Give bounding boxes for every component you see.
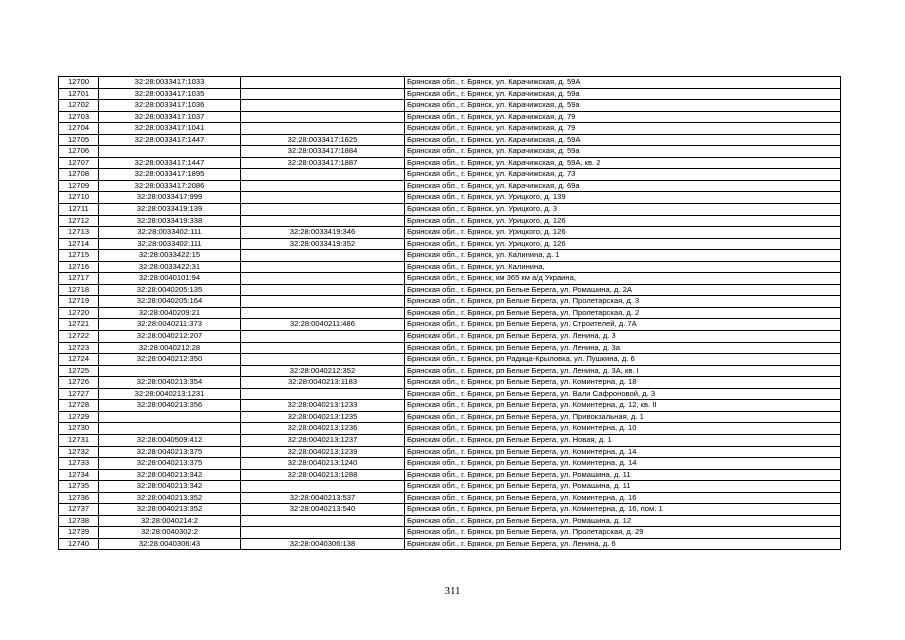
address-cell: Брянская обл., г. Брянск, рп Белые Берега, ул. Коминтерна, д. 14: [405, 458, 841, 470]
address-cell: Брянская обл., г. Брянск, рп Белые Берега, ул. Ленина, д. 3: [405, 331, 841, 343]
table-row: [59, 134, 841, 146]
related-cadastral-number-cell: 32:28:0040211:486: [241, 319, 405, 331]
row-number-cell: 12735: [59, 481, 99, 493]
address-cell: Брянская обл., г. Брянск, рп Белые Берега, ул. Ленина, д. 6: [405, 538, 841, 550]
row-number-cell: 12712: [59, 215, 99, 227]
table-row: [59, 111, 841, 123]
table-row: [59, 515, 841, 527]
cadastral-number-cell: 32:28:0040213:375: [99, 446, 241, 458]
address-cell: Брянская обл., г. Брянск, рп Белые Берега, ул. Ленина, д. 3а: [405, 342, 841, 354]
row-number-cell: 12732: [59, 446, 99, 458]
related-cadastral-number-cell: 32:28:0033419:346: [241, 227, 405, 239]
row-number-cell: 12731: [59, 434, 99, 446]
cadastral-number-cell: 32:28:0040213:356: [99, 400, 241, 412]
table-row: [59, 411, 841, 423]
related-cadastral-number-cell: 32:28:0033417:1625: [241, 134, 405, 146]
address-cell: Брянская обл., г. Брянск, рп Белые Берега, ул. Новая, д. 1: [405, 434, 841, 446]
row-number-cell: 12721: [59, 319, 99, 331]
related-cadastral-number-cell: 32:28:0033419:352: [241, 238, 405, 250]
related-cadastral-number-cell: 32:28:0040213:1183: [241, 377, 405, 389]
cadastral-number-cell: 32:28:0033419:139: [99, 204, 241, 216]
table-row: [59, 307, 841, 319]
related-cadastral-number-cell: 32:28:0033417:1884: [241, 146, 405, 158]
table-row: [59, 354, 841, 366]
table-row: [59, 388, 841, 400]
address-cell: Брянская обл., г. Брянск, рп Радица-Крыловка, ул. Пушкина, д. 6: [405, 354, 841, 366]
table-row: [59, 273, 841, 285]
row-number-cell: 12740: [59, 538, 99, 550]
related-cadastral-number-cell: [241, 307, 405, 319]
cadastral-number-cell: 32:28:0033417:1447: [99, 157, 241, 169]
related-cadastral-number-cell: 32:28:0040213:1235: [241, 411, 405, 423]
row-number-cell: 12701: [59, 88, 99, 100]
related-cadastral-number-cell: 32:28:0040213:1240: [241, 458, 405, 470]
table-row: [59, 100, 841, 112]
address-cell: Брянская обл., г. Брянск, ул. Калинина,: [405, 261, 841, 273]
row-number-cell: 12703: [59, 111, 99, 123]
table-row: [59, 261, 841, 273]
table-row: [59, 146, 841, 158]
related-cadastral-number-cell: 32:28:0040213:1236: [241, 423, 405, 435]
cadastral-number-cell: 32:28:0033402:111: [99, 238, 241, 250]
cadastral-number-cell: 32:28:0040213:1231: [99, 388, 241, 400]
related-cadastral-number-cell: [241, 123, 405, 135]
row-number-cell: 12708: [59, 169, 99, 181]
address-cell: Брянская обл., г. Брянск, рп Белые Берега, ул. Пролетарская, д. 3: [405, 296, 841, 308]
address-cell: Брянская обл., г. Брянск, ул. Карачижская, д. 59А: [405, 134, 841, 146]
cadastral-number-cell: 32:28:0040211:373: [99, 319, 241, 331]
related-cadastral-number-cell: [241, 204, 405, 216]
table-row: [59, 227, 841, 239]
row-number-cell: 12715: [59, 250, 99, 262]
cadastral-number-cell: 32:28:0033417:1895: [99, 169, 241, 181]
address-cell: Брянская обл., г. Брянск, рп Белые Берега, ул. Коминтерна, д. 14: [405, 446, 841, 458]
address-cell: Брянская обл., г. Брянск, рп Белые Берега, ул. Коминтерна, д. 10: [405, 423, 841, 435]
cadastral-number-cell: 32:28:0033402:111: [99, 227, 241, 239]
address-cell: Брянская обл., г. Брянск, рп Белые Берега, ул. Коминтерна, д. 12, кв. II: [405, 400, 841, 412]
related-cadastral-number-cell: [241, 388, 405, 400]
row-number-cell: 12704: [59, 123, 99, 135]
cadastral-number-cell: 32:28:0040205:164: [99, 296, 241, 308]
table-row: [59, 296, 841, 308]
row-number-cell: 12700: [59, 77, 99, 89]
cadastral-number-cell: 32:28:0040213:342: [99, 469, 241, 481]
address-cell: Брянская обл., г. Брянск, ул. Калинина, д. 1: [405, 250, 841, 262]
property-registry-table: [58, 76, 841, 550]
related-cadastral-number-cell: [241, 111, 405, 123]
address-cell: Брянская обл., г. Брянск, ул. Урицкого, д. 126: [405, 227, 841, 239]
cadastral-number-cell: 32:28:0033417:1037: [99, 111, 241, 123]
cadastral-number-cell: 32:28:0033417:999: [99, 192, 241, 204]
related-cadastral-number-cell: [241, 261, 405, 273]
table-row: [59, 504, 841, 516]
address-cell: Брянская обл., г. Брянск, ул. Карачижская, д. 59А: [405, 77, 841, 89]
cadastral-number-cell: 32:28:0040509:412: [99, 434, 241, 446]
related-cadastral-number-cell: [241, 354, 405, 366]
table-body: [59, 77, 841, 550]
cadastral-number-cell: 32:28:0040302:2: [99, 527, 241, 539]
table-row: [59, 342, 841, 354]
related-cadastral-number-cell: [241, 331, 405, 343]
row-number-cell: 12710: [59, 192, 99, 204]
cadastral-number-cell: 32:28:0033417:2086: [99, 180, 241, 192]
address-cell: Брянская обл., г. Брянск, км 365 км а/д Украина,: [405, 273, 841, 285]
row-number-cell: 12726: [59, 377, 99, 389]
table-row: [59, 365, 841, 377]
row-number-cell: 12733: [59, 458, 99, 470]
cadastral-number-cell: 32:28:0033417:1033: [99, 77, 241, 89]
table-row: [59, 215, 841, 227]
table-row: [59, 204, 841, 216]
row-number-cell: 12728: [59, 400, 99, 412]
cadastral-number-cell: 32:28:0040213:354: [99, 377, 241, 389]
address-cell: Брянская обл., г. Брянск, ул. Карачижская, д. 59а: [405, 100, 841, 112]
address-cell: Брянская обл., г. Брянск, рп Белые Берега, ул. Коминтерна, д. 18: [405, 377, 841, 389]
cadastral-number-cell: [99, 146, 241, 158]
address-cell: Брянская обл., г. Брянск, ул. Урицкого, д. 3: [405, 204, 841, 216]
table-row: [59, 180, 841, 192]
table-row: [59, 469, 841, 481]
address-cell: Брянская обл., г. Брянск, рп Белые Берега, ул. Ленина, д. 3А, кв. I: [405, 365, 841, 377]
table-row: [59, 458, 841, 470]
row-number-cell: 12716: [59, 261, 99, 273]
address-cell: Брянская обл., г. Брянск, ул. Карачижская, д. 59а: [405, 88, 841, 100]
table-row: [59, 481, 841, 493]
row-number-cell: 12719: [59, 296, 99, 308]
related-cadastral-number-cell: 32:28:0040213:1233: [241, 400, 405, 412]
row-number-cell: 12723: [59, 342, 99, 354]
related-cadastral-number-cell: 32:28:0040213:1239: [241, 446, 405, 458]
row-number-cell: 12739: [59, 527, 99, 539]
address-cell: Брянская обл., г. Брянск, рп Белые Берега, ул. Ромашина, д. 12: [405, 515, 841, 527]
row-number-cell: 12727: [59, 388, 99, 400]
table-row: [59, 238, 841, 250]
row-number-cell: 12720: [59, 307, 99, 319]
related-cadastral-number-cell: [241, 342, 405, 354]
row-number-cell: 12734: [59, 469, 99, 481]
related-cadastral-number-cell: [241, 296, 405, 308]
address-cell: Брянская обл., г. Брянск, ул. Карачижская, д. 79: [405, 111, 841, 123]
related-cadastral-number-cell: [241, 192, 405, 204]
related-cadastral-number-cell: 32:28:0040213:540: [241, 504, 405, 516]
table-row: [59, 492, 841, 504]
table-row: [59, 423, 841, 435]
table-row: [59, 538, 841, 550]
cadastral-number-cell: 32:28:0033417:1041: [99, 123, 241, 135]
cadastral-number-cell: 32:28:0033417:1447: [99, 134, 241, 146]
table-row: [59, 88, 841, 100]
row-number-cell: 12702: [59, 100, 99, 112]
address-cell: Брянская обл., г. Брянск, рп Белые Берега, ул. Ромашина, д. 2А: [405, 284, 841, 296]
cadastral-number-cell: 32:28:0040213:352: [99, 492, 241, 504]
related-cadastral-number-cell: [241, 515, 405, 527]
cadastral-number-cell: 32:28:0033419:338: [99, 215, 241, 227]
table-row: [59, 284, 841, 296]
address-cell: Брянская обл., г. Брянск, ул. Урицкого, д. 126: [405, 238, 841, 250]
address-cell: Брянская обл., г. Брянск, рп Белые Берега, ул. Ромашина, д. 11: [405, 481, 841, 493]
related-cadastral-number-cell: 32:28:0033417:1887: [241, 157, 405, 169]
related-cadastral-number-cell: [241, 100, 405, 112]
address-cell: Брянская обл., г. Брянск, ул. Карачижская, д. 69а: [405, 180, 841, 192]
related-cadastral-number-cell: [241, 180, 405, 192]
table-row: [59, 77, 841, 89]
table-row: [59, 400, 841, 412]
cadastral-number-cell: 32:28:0033417:1035: [99, 88, 241, 100]
cadastral-number-cell: 32:28:0033422:31: [99, 261, 241, 273]
row-number-cell: 12738: [59, 515, 99, 527]
related-cadastral-number-cell: [241, 77, 405, 89]
cadastral-number-cell: 32:28:0040213:375: [99, 458, 241, 470]
related-cadastral-number-cell: 32:28:0040213:1288: [241, 469, 405, 481]
row-number-cell: 12711: [59, 204, 99, 216]
related-cadastral-number-cell: 32:28:0040306:138: [241, 538, 405, 550]
table-row: [59, 123, 841, 135]
table-row: [59, 319, 841, 331]
address-cell: Брянская обл., г. Брянск, ул. Урицкого, д. 126: [405, 215, 841, 227]
table-row: [59, 377, 841, 389]
row-number-cell: 12713: [59, 227, 99, 239]
address-cell: Брянская обл., г. Брянск, рп Белые Берега, ул. Вали Сафроновой, д. 3: [405, 388, 841, 400]
row-number-cell: 12714: [59, 238, 99, 250]
table-row: [59, 434, 841, 446]
row-number-cell: 12736: [59, 492, 99, 504]
address-cell: Брянская обл., г. Брянск, рп Белые Берега, ул. Пролетарская, д. 29: [405, 527, 841, 539]
address-cell: Брянская обл., г. Брянск, ул. Карачижская, д. 59а: [405, 146, 841, 158]
address-cell: Брянская обл., г. Брянск, рп Белые Берега, ул. Привокзальная, д. 1: [405, 411, 841, 423]
address-cell: Брянская обл., г. Брянск, рп Белые Берега, ул. Коминтерна, д. 16, пом. 1: [405, 504, 841, 516]
row-number-cell: 12737: [59, 504, 99, 516]
address-cell: Брянская обл., г. Брянск, ул. Урицкого, д. 139: [405, 192, 841, 204]
related-cadastral-number-cell: 32:28:0040213:537: [241, 492, 405, 504]
address-cell: Брянская обл., г. Брянск, рп Белые Берега, ул. Коминтерна, д. 16: [405, 492, 841, 504]
cadastral-number-cell: 32:28:0040214:2: [99, 515, 241, 527]
related-cadastral-number-cell: [241, 481, 405, 493]
address-cell: Брянская обл., г. Брянск, ул. Карачижская, д. 73: [405, 169, 841, 181]
cadastral-number-cell: 32:28:0040306:43: [99, 538, 241, 550]
related-cadastral-number-cell: [241, 250, 405, 262]
related-cadastral-number-cell: [241, 527, 405, 539]
address-cell: Брянская обл., г. Брянск, ул. Карачижская, д. 79: [405, 123, 841, 135]
address-cell: Брянская обл., г. Брянск, ул. Карачижская, д. 59А, кв. 2: [405, 157, 841, 169]
related-cadastral-number-cell: 32:28:0040212:352: [241, 365, 405, 377]
cadastral-number-cell: 32:28:0040101:94: [99, 273, 241, 285]
table-row: [59, 331, 841, 343]
row-number-cell: 12717: [59, 273, 99, 285]
row-number-cell: 12718: [59, 284, 99, 296]
address-cell: Брянская обл., г. Брянск, рп Белые Берега, ул. Ромашина, д. 11: [405, 469, 841, 481]
row-number-cell: 12724: [59, 354, 99, 366]
row-number-cell: 12722: [59, 331, 99, 343]
row-number-cell: 12725: [59, 365, 99, 377]
table-row: [59, 169, 841, 181]
cadastral-number-cell: 32:28:0040212:207: [99, 331, 241, 343]
related-cadastral-number-cell: [241, 88, 405, 100]
row-number-cell: 12707: [59, 157, 99, 169]
table-row: [59, 250, 841, 262]
related-cadastral-number-cell: 32:28:0040213:1237: [241, 434, 405, 446]
table-row: [59, 157, 841, 169]
related-cadastral-number-cell: [241, 169, 405, 181]
table-row: [59, 446, 841, 458]
related-cadastral-number-cell: [241, 215, 405, 227]
row-number-cell: 12706: [59, 146, 99, 158]
related-cadastral-number-cell: [241, 273, 405, 285]
row-number-cell: 12730: [59, 423, 99, 435]
cadastral-number-cell: 32:28:0040205:135: [99, 284, 241, 296]
row-number-cell: 12729: [59, 411, 99, 423]
cadastral-number-cell: 32:28:0040212:28: [99, 342, 241, 354]
cadastral-number-cell: 32:28:0033417:1036: [99, 100, 241, 112]
row-number-cell: 12705: [59, 134, 99, 146]
cadastral-number-cell: 32:28:0040213:352: [99, 504, 241, 516]
cadastral-number-cell: 32:28:0033422:15: [99, 250, 241, 262]
cadastral-number-cell: 32:28:0040212:350: [99, 354, 241, 366]
cadastral-number-cell: 32:28:0040213:342: [99, 481, 241, 493]
table-row: [59, 192, 841, 204]
address-cell: Брянская обл., г. Брянск, рп Белые Берега, ул. Пролетарская, д. 2: [405, 307, 841, 319]
cadastral-number-cell: [99, 411, 241, 423]
page-number: 311: [444, 585, 461, 597]
cadastral-number-cell: [99, 423, 241, 435]
cadastral-number-cell: [99, 365, 241, 377]
related-cadastral-number-cell: [241, 284, 405, 296]
address-cell: Брянская обл., г. Брянск, рп Белые Берега, ул. Строителей, д. 7А: [405, 319, 841, 331]
row-number-cell: 12709: [59, 180, 99, 192]
table-row: [59, 527, 841, 539]
cadastral-number-cell: 32:28:0040209:21: [99, 307, 241, 319]
